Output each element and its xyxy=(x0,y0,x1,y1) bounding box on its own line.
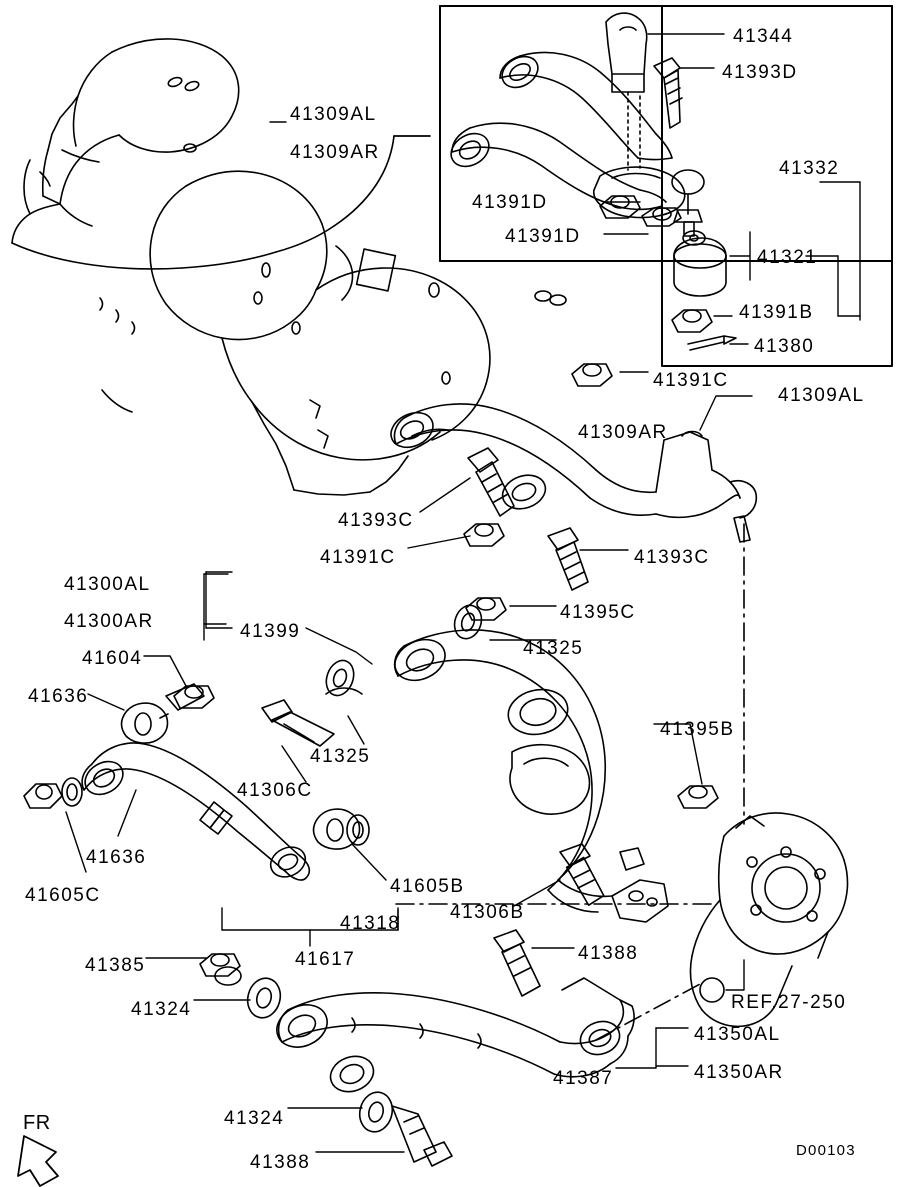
upper-control-arm-inset xyxy=(445,13,860,350)
part-label-41380: 41380 xyxy=(754,336,815,357)
part-label-41300al: 41300AL xyxy=(64,574,151,595)
part-label-41321: 41321 xyxy=(757,247,818,268)
part-label-41300ar: 41300AR xyxy=(64,611,154,632)
part-label-41324: 41324 xyxy=(224,1108,285,1129)
part-label-41393d: 41393D xyxy=(722,62,798,83)
part-label-41309al: 41309AL xyxy=(290,104,377,125)
part-label-41385: 41385 xyxy=(85,955,146,976)
part-label-41391b: 41391B xyxy=(739,302,814,323)
part-label-41332: 41332 xyxy=(779,158,840,179)
part-label-41391d: 41391D xyxy=(505,226,581,247)
part-label-41391c: 41391C xyxy=(653,370,729,391)
part-label-41309ar: 41309AR xyxy=(290,142,380,163)
rear-subframe xyxy=(12,39,566,495)
part-label-41391d: 41391D xyxy=(472,192,548,213)
part-label-41318: 41318 xyxy=(340,913,401,934)
part-label-41617: 41617 xyxy=(295,949,356,970)
part-label-41325: 41325 xyxy=(310,746,371,767)
part-label-41344: 41344 xyxy=(733,26,794,47)
part-label-41309al: 41309AL xyxy=(778,385,865,406)
part-label-41388: 41388 xyxy=(578,943,639,964)
part-label-41636: 41636 xyxy=(86,847,147,868)
part-label-ref-27-250: REF.27-250 xyxy=(731,992,847,1013)
lower-rear-arm xyxy=(200,930,634,1166)
part-label-41395b: 41395B xyxy=(660,719,735,740)
part-label-41393c: 41393C xyxy=(634,547,710,568)
part-label-41605b: 41605B xyxy=(390,876,465,897)
part-label-41395c: 41395C xyxy=(560,602,636,623)
part-label-fr: FR xyxy=(23,1112,51,1134)
part-label-41604: 41604 xyxy=(82,648,143,669)
fr-arrow xyxy=(18,1136,58,1186)
part-label-41399: 41399 xyxy=(240,621,301,642)
part-label-41387: 41387 xyxy=(553,1068,614,1089)
part-label-41306b: 41306B xyxy=(450,902,525,923)
part-label-41605c: 41605C xyxy=(25,885,101,906)
part-label-41388: 41388 xyxy=(250,1152,311,1173)
part-label-d00103: D00103 xyxy=(796,1142,856,1159)
part-label-41309ar: 41309AR xyxy=(578,422,668,443)
part-label-41393c: 41393C xyxy=(338,510,414,531)
leader-lines xyxy=(66,122,744,1152)
part-label-41636: 41636 xyxy=(28,686,89,707)
part-label-41350ar: 41350AR xyxy=(694,1062,784,1083)
part-label-41324: 41324 xyxy=(131,999,192,1020)
part-label-41306c: 41306C xyxy=(237,780,313,801)
part-label-41325: 41325 xyxy=(523,638,584,659)
part-label-41350al: 41350AL xyxy=(694,1024,781,1045)
part-label-41391c: 41391C xyxy=(320,547,396,568)
